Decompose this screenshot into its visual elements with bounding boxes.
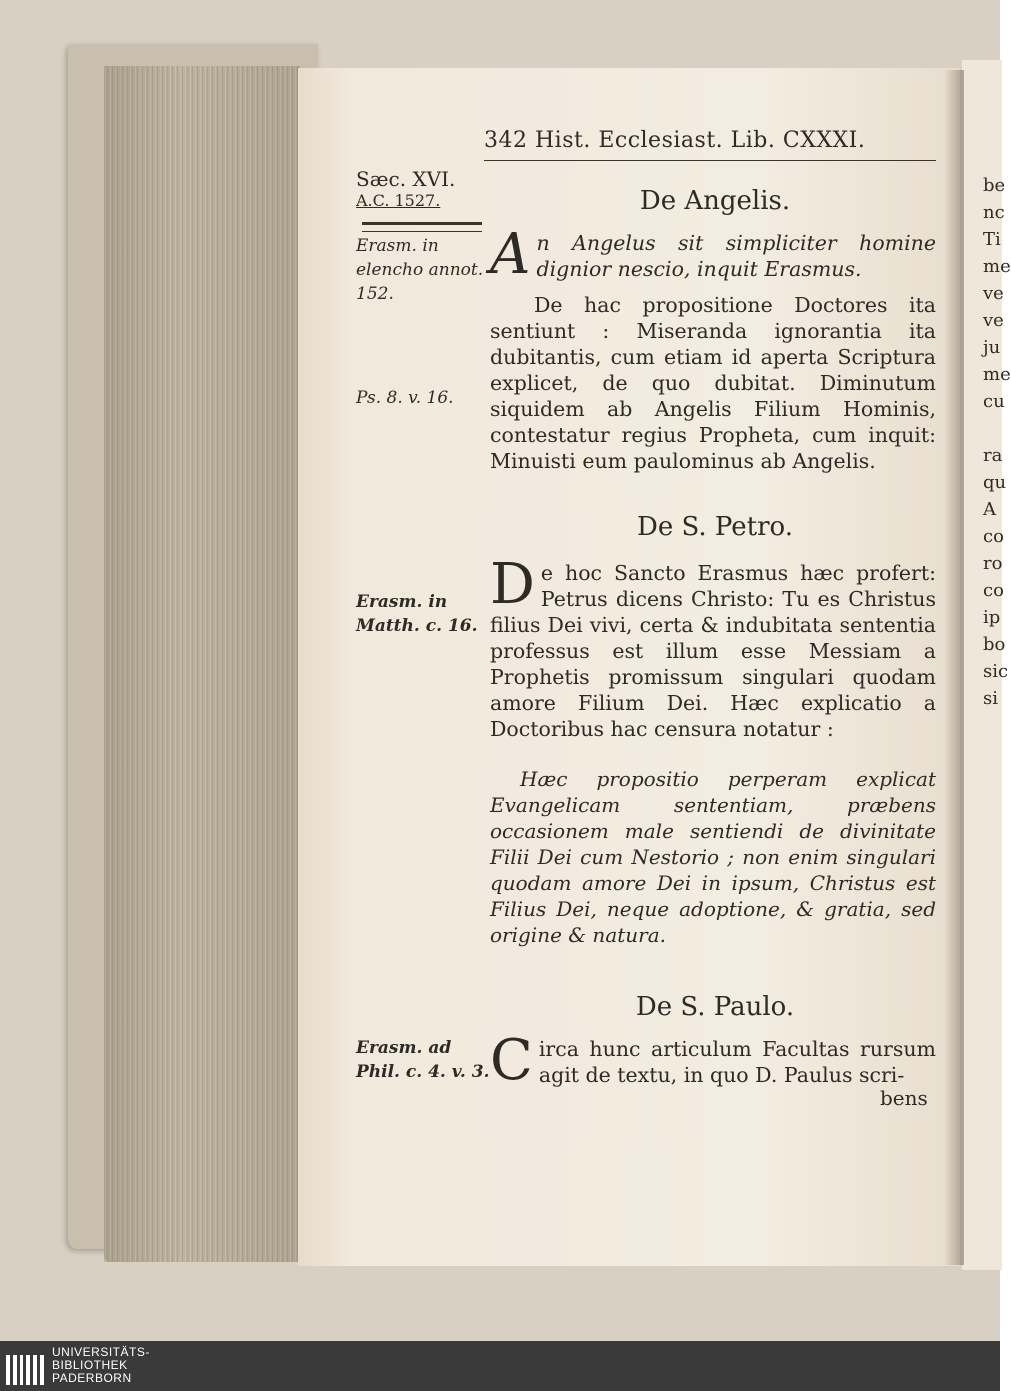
library-name-line: UNIVERSITÄTS- [52,1345,150,1359]
facing-page-fragment: ve [983,283,1004,304]
paragraph [490,222,936,287]
paragraph-text: e hoc Sancto Erasmus hæc profert: Petrus dicens Christo: Tu es Christus filius Dei vivi, certa & indubitata sententia professus est illum esse Messiam a Prophetis promissum singulari quodam amore Filium Dei. Hæc explicatio a Doctoribus hac censura notatur : [490,561,936,741]
library-logo-icon [6,1347,44,1385]
facing-page-fragment: ju [983,337,1001,358]
margin-note: Erasm. in Matth. c. 16. [356,592,478,636]
paragraph: De hac propositione Doctores ita sentiunt : Miseranda ignorantia ita dubitantis, cum etiam id aperta Scriptura explicet, de quo dubitat. Diminutum siquidem ab Angelis Filium Hominis, contestatur regius Propheta, cum inquit: Minuisti eum paulominus ab Angelis. [490,293,936,473]
margin-note: Ps. 8. v. 16. [356,388,454,408]
facing-page-fragment: ip [983,607,1001,628]
facing-page-fragment: ve [983,310,1004,331]
paragraph-text: irca hunc articulum Facultas rursum agit de textu, in quo D. Paulus scri- [538,1037,936,1087]
margin-note: Erasm. in elencho annot. 152. [356,236,484,304]
library-name [52,1346,150,1385]
facing-page-fragment: co [983,580,1004,601]
library-footer [0,1341,1000,1391]
facing-page-fragment: me [983,364,1011,385]
section-title: De S. Petro. [637,512,793,542]
library-name-line: BIBLIOTHEK [52,1358,128,1372]
facing-page-fragment: Ti [983,229,1001,250]
margin-century: Sæc. XVI. [356,167,456,191]
margin-note: Erasm. ad Phil. c. 4. v. 3. [356,1038,490,1082]
facing-page-fragment: si [983,688,998,709]
facing-page-fragment: bo [983,634,1006,655]
margin-year [356,168,490,212]
facing-page-fragment: be [983,175,1006,196]
facing-page-fragment: A [983,499,996,520]
catchword: bens [880,1086,928,1110]
paragraph [490,552,936,742]
facing-page-text [983,172,1011,712]
header-rule [484,160,936,161]
facing-page-fragment: ro [983,553,1003,574]
margin-rule [362,222,482,232]
drop-cap: D [490,552,535,617]
running-head: 342 Hist. Ecclesiast. Lib. CXXXI. [484,128,866,153]
facing-page-fragment: ra [983,445,1003,466]
facing-page-fragment: me [983,256,1011,277]
margin-anno: A.C. 1527. [356,191,441,210]
paragraph [490,1028,936,1093]
facing-page-fragment: co [983,526,1004,547]
page-edges-shading [104,66,300,1262]
facing-page-fragment: nc [983,202,1005,223]
drop-cap: C [490,1028,533,1093]
page-gutter [944,70,964,1265]
library-name-line: PADERBORN [52,1371,132,1385]
facing-page-fragment: cu [983,391,1005,412]
facing-page-fragment [983,415,1003,442]
section-title: De S. Paulo. [635,992,795,1022]
facing-page-fragment: qu [983,472,1007,493]
paragraph: Hæc propositio perperam explicat Evangelicam sententiam, præbens occasionem male sentiendi de divinitate Filii Dei cum Nestorio ; non enim singulari quodam amore Dei in ipsum, Christus est Filius Dei, neque adoptione, & gratia, sed origine & natura. [490,767,936,947]
facing-page-fragment: sic [983,661,1009,682]
drop-cap: A [490,222,531,287]
section-title: De Angelis. [639,186,791,216]
paragraph-text: n Angelus sit simpliciter homine dignior nescio, inquit Erasmus. [536,231,936,281]
